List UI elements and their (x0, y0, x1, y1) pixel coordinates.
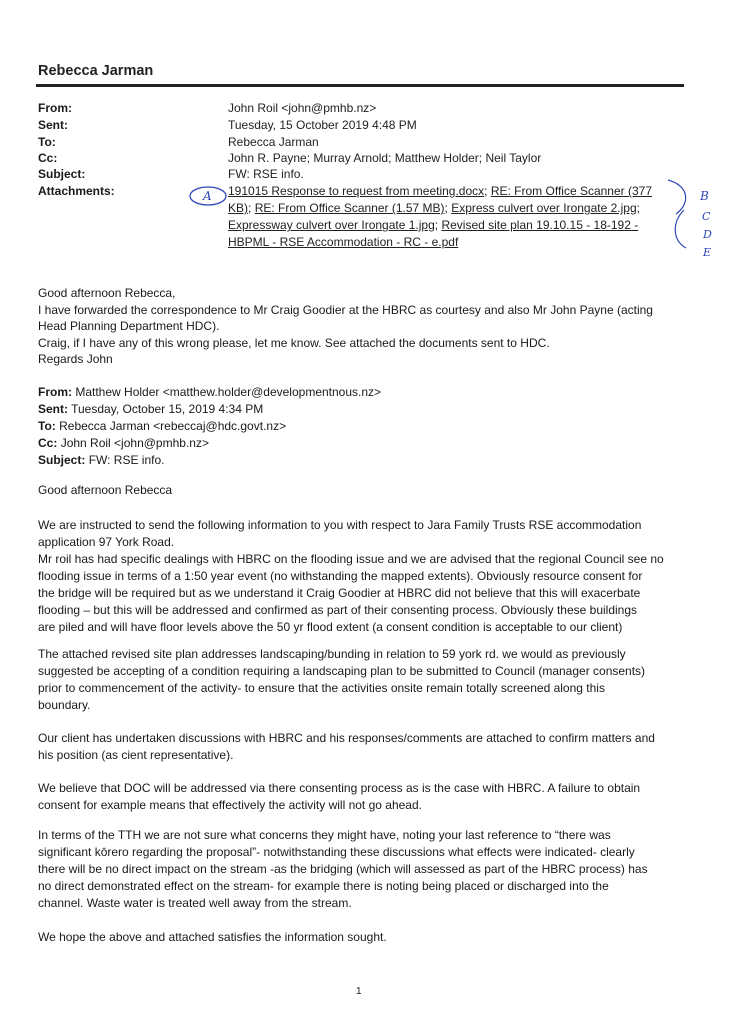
message-line: Craig, if I have any of this wrong please, let me know. See attached the documents sent to HDC. (38, 335, 550, 350)
annotation-letter: E (703, 246, 712, 259)
from-label: From: (38, 101, 72, 115)
body-line: are piled and will have floor levels above the 50 yr flood extent (a consent condition is acceptable to our client) (38, 620, 623, 634)
body-line: flooding issue in terms of a 1:50 year event (no withstanding the mapped extents). Obviously resource consent for (38, 569, 643, 583)
fwd-to-value: Rebecca Jarman <rebeccaj@hdc.govt.nz> (59, 419, 287, 433)
attachment-link[interactable]: 191015 Response to request from meeting.docx (228, 184, 485, 198)
sent-label: Sent: (38, 118, 68, 132)
body-line: consent for example means that effectively the activity will not go ahead. (38, 798, 422, 812)
cc-value: John R. Payne; Murray Arnold; Matthew Holder; Neil Taylor (228, 151, 542, 165)
body-line: channel. Waste water is treated well away from the stream. (38, 896, 352, 910)
body-line: the bridge will be required but as we understand it Craig Goodier at HBRC did not believe that this will exacerbate (38, 586, 641, 600)
attachments-list: 191015 Response to request from meeting.docx; RE: From Office Scanner (377 KB); RE: From Office Scanner (1.57 MB); Express culvert over Irongate 2.jpg; Expressway culvert over Irongate 1.jpg; Revised site plan 19.10.15 - 18-192 - HBPML - RSE Accommodation - RC - e.pdf (228, 184, 653, 249)
body-line: We believe that DOC will be addressed via there consenting process as is the case with HBRC. A failure to obtain (38, 781, 641, 795)
subject-value: FW: RSE info. (228, 167, 304, 181)
message-line: Head Planning Department HDC). (38, 319, 220, 333)
fwd-from-value: Matthew Holder <matthew.holder@developmentnous.nz> (75, 385, 382, 399)
body-line: his position (as cient representative). (38, 748, 234, 762)
attachment-link[interactable]: Revised site plan 19.10.15 - 18-192 - HBPML - RSE Accommodation - RC - e.pdf (228, 218, 639, 249)
to-label: To: (38, 135, 56, 149)
annotation-bracket (668, 180, 686, 214)
page-number: 1 (356, 986, 362, 997)
message-line: I have forwarded the correspondence to Mr Craig Goodier at the HBRC as courtesy and also Mr John Payne (acting (38, 302, 653, 317)
annotation-letter: C (702, 210, 711, 223)
annotation-letter: A (203, 189, 212, 203)
attachment-link[interactable]: RE: From Office Scanner (377 KB) (228, 184, 653, 215)
body-line: significant kōrero regarding the proposal”- notwithstanding these discussions what effects were indicated- clearly (38, 845, 635, 859)
body-paragraph-6 (38, 929, 710, 946)
attachment-link[interactable]: RE: From Office Scanner (1.57 MB) (254, 201, 445, 215)
forwarded-header (38, 384, 688, 469)
body-line: We are instructed to send the following information to you with respect to Jara Family Trusts RSE accommodation (38, 518, 642, 532)
body-paragraph-4 (38, 780, 710, 814)
body-line: flooding – but this will be addressed and confirmed as part of their consenting process. Obviously these buildings (38, 603, 638, 617)
attachment-link[interactable]: Express culvert over Irongate 2.jpg (451, 201, 637, 215)
body-line: We hope the above and attached satisfies the information sought. (38, 930, 387, 944)
body-line: The attached revised site plan addresses landscaping/bunding in relation to 59 york rd. we would as previously (38, 647, 626, 661)
fwd-cc-label: Cc: (38, 436, 58, 450)
fwd-sent-label: Sent: (38, 402, 68, 416)
body-paragraph-5 (38, 827, 710, 912)
subject-label: Subject: (38, 167, 86, 181)
annotation-letter: D (703, 228, 712, 241)
annotation-bracket (675, 210, 686, 248)
body-line: no direct demonstrated effect on the stream- for example there is noting being placed or discharged into the (38, 879, 609, 893)
body-paragraph-1 (38, 517, 710, 636)
fwd-to-label: To: (38, 419, 56, 433)
from-value: John Roil <john@pmhb.nz> (228, 101, 377, 115)
body-paragraph-3 (38, 730, 710, 764)
body-line: prior to commencement of the activity- to ensure that the activities onsite remain totally screened along this (38, 681, 605, 695)
fwd-subject-value: FW: RSE info. (88, 453, 165, 467)
header-rule (36, 84, 684, 87)
body-line: application 97 York Road. (38, 535, 175, 549)
annotation-letter: B (700, 189, 709, 203)
body-line: Mr roil has had specific dealings with HBRC on the flooding issue and we are advised that the regional Council see no (38, 552, 664, 566)
fwd-subject-label: Subject: (38, 453, 86, 467)
body-line: there will be no direct impact on the stream -as the bridging (which will assessed as part of the HBRC process) has (38, 862, 648, 876)
attachments-label: Attachments: (38, 184, 115, 198)
mailbox-owner-name: Rebecca Jarman (38, 63, 154, 79)
message-signoff: Regards John (38, 352, 113, 366)
to-value: Rebecca Jarman (228, 135, 319, 149)
body-line: In terms of the TTH we are not sure what concerns they might have, noting your last reference to “there was (38, 828, 611, 842)
message-body (38, 285, 688, 368)
body-line: boundary. (38, 698, 91, 712)
fwd-from-label: From: (38, 385, 72, 399)
body-line: suggested be accepting of a condition requiring a landscaping plan to be submitted to Council (manager consents) (38, 664, 646, 678)
body-paragraph-2 (38, 646, 710, 714)
sent-value: Tuesday, 15 October 2019 4:48 PM (228, 118, 417, 132)
fwd-sent-value: Tuesday, October 15, 2019 4:34 PM (71, 402, 264, 416)
attachment-link[interactable]: Expressway culvert over Irongate 1.jpg (228, 218, 435, 232)
body-line: Our client has undertaken discussions with HBRC and his responses/comments are attached to confirm matters and (38, 731, 655, 745)
body-greeting: Good afternoon Rebecca (38, 483, 173, 497)
cc-label: Cc: (38, 151, 58, 165)
fwd-cc-value: John Roil <john@pmhb.nz> (60, 436, 209, 450)
message-greeting: Good afternoon Rebecca, (38, 286, 176, 300)
